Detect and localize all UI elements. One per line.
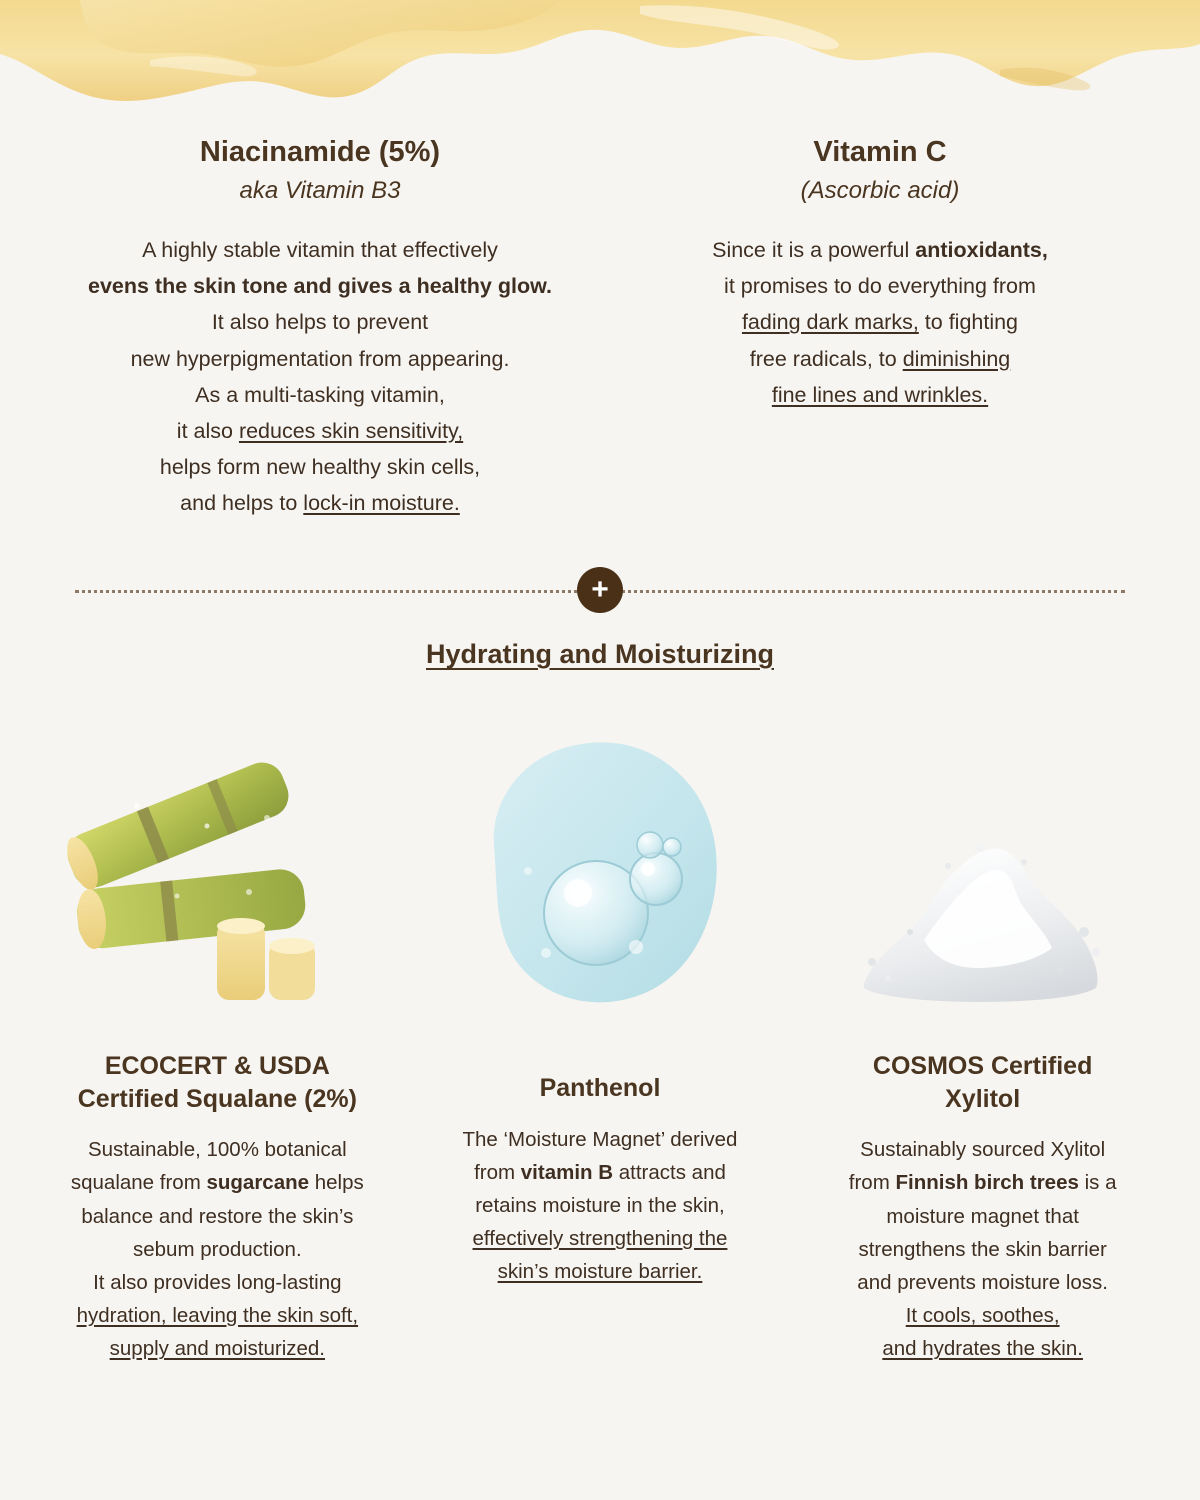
ingredient-description: Sustainable, 100% botanical squalane from sugarcane helps balance and restore the skin’s sebum production. It also provides long-lasting hydration, leaving the skin soft, supply and moisturized. (70, 1138, 364, 1361)
active-description: Since it is a powerful antioxidants, it promises to do everything from fading dark marks, to fighting free radicals, to diminishing fine lines and wrinkles. (712, 238, 1048, 407)
section-heading: Hydrating and Moisturizing (426, 639, 774, 670)
active-subtitle: aka Vitamin B3 (239, 177, 401, 205)
serum-blob-banner (0, 0, 1200, 110)
ingredient-title: Panthenol (539, 1074, 661, 1103)
active-title: Vitamin C (813, 136, 947, 168)
powder-pile-illustration (828, 726, 1138, 1026)
plus-icon: + (577, 567, 623, 613)
active-description: A highly stable vitamin that effectively evens the skin tone and gives a healthy glow. It also helps to prevent new hyperpigmentation from appearing. As a multi-tasking vitamin, it also reduces skin sensitivity, helps form new healthy skin cells, and helps to lock-in moisture. (88, 238, 552, 516)
ingredient-card-panthenol (409, 716, 792, 1365)
ingredient-description: The ‘Moisture Magnet’ derived from vitamin B attracts and retains moisture in the skin, effectively strengthening the skin’s moisture barrier. (462, 1127, 738, 1284)
ingredient-title: ECOCERT & USDA Certified Squalane (2%) (77, 1052, 357, 1113)
ingredient-description: Sustainably sourced Xylitol from Finnish birch trees is a moisture magnet that strengthens the skin barrier and prevents moisture loss. It cools, soothes, and hydrates the skin. (848, 1138, 1117, 1361)
ingredient-title: COSMOS Certified Xylitol (872, 1052, 1093, 1113)
section-divider (0, 555, 1200, 625)
active-title: Niacinamide (5%) (199, 136, 441, 168)
actives-section (0, 110, 1200, 521)
gel-droplet-illustration (450, 721, 750, 1031)
serum-blob-graphic (0, 0, 1200, 110)
ingredient-card-squalane (26, 716, 409, 1365)
active-subtitle: (Ascorbic acid) (800, 177, 960, 205)
blue-gel-droplet-photo (423, 716, 778, 1036)
active-card-niacinamide (40, 134, 600, 521)
sugarcane-stalks-photo (40, 716, 395, 1036)
sugarcane-illustration (67, 726, 367, 1026)
ingredient-card-xylitol (791, 716, 1174, 1365)
white-powder-pile-photo (805, 716, 1160, 1036)
ingredients-section (0, 716, 1200, 1365)
active-card-vitamin-c (600, 134, 1160, 521)
